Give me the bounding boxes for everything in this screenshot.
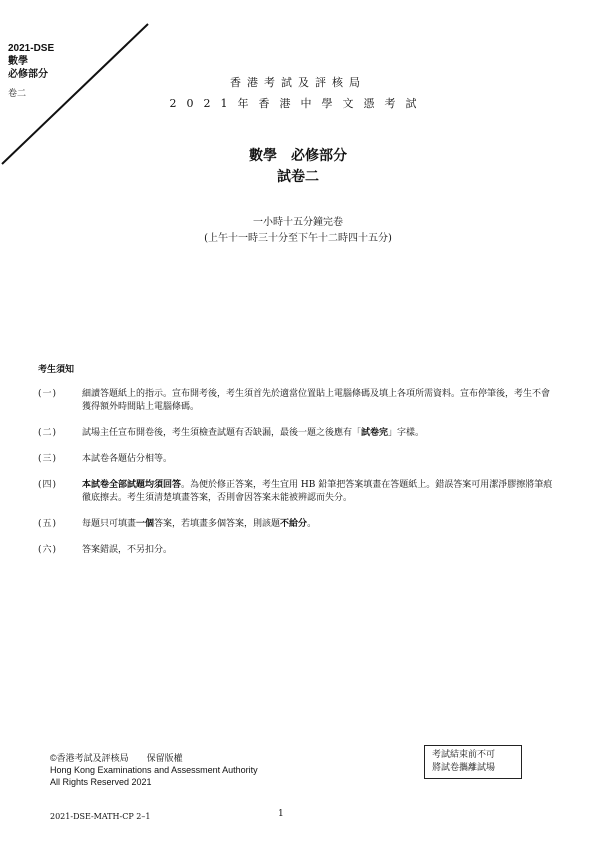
notice-item-number: (一) <box>38 389 58 399</box>
notice-item-text <box>82 388 558 414</box>
notice-item <box>38 388 558 414</box>
notice-item-number: (六) <box>38 545 58 555</box>
notice-item <box>38 518 558 531</box>
part-label: 必修部分 <box>8 69 48 80</box>
notice-item-number: (五) <box>38 519 58 529</box>
notice-item-text <box>82 427 558 440</box>
notice-emphasis: 不給分 <box>280 519 308 529</box>
notice-text-run: 每題只可填畫 <box>82 519 137 529</box>
no-removal-line-1: 考試結束前不可 <box>432 750 496 760</box>
copyright-rights: All Rights Reserved 2021 <box>50 777 152 787</box>
duration-text: 一小時十五分鐘完卷 <box>253 217 343 228</box>
notice-text-run: 答案錯誤，不另扣分。 <box>82 545 173 555</box>
paper-code: 2021-DSE <box>8 43 55 54</box>
notice-item <box>38 544 558 557</box>
exam-name: 2021年香港中學文憑考試 <box>169 97 427 110</box>
notice-item <box>38 427 558 440</box>
copyright-block <box>50 752 258 788</box>
notice-text-run: 。為便於修正答案，考生宜用 HB 鉛筆把答案填畫在答題紙上。錯誤答案可用潔淨膠擦將筆痕徹底擦去。考生須清楚填畫答案，否則會因答案未能被辨認而失分。 <box>82 480 553 503</box>
exam-time-text: (上午十一時三十分至下午十二時四十五分) <box>204 233 392 244</box>
notice-emphasis: 試卷完 <box>361 428 389 438</box>
notice-list <box>38 388 558 570</box>
no-removal-line-2: 將試卷攜離試場 <box>432 763 496 773</box>
notice-item-number: (三) <box>38 454 58 464</box>
notice-item-number: (二) <box>38 428 58 438</box>
notice-item-text <box>82 544 558 557</box>
notice-text-run: 。 <box>307 519 317 529</box>
notice-heading: 考生須知 <box>38 365 75 375</box>
copyright-line-zh: ©香港考試及評核局 保留版權 <box>50 753 183 763</box>
footer-paper-code: 2021-DSE-MATH-CP 2–1 <box>50 812 151 821</box>
notice-emphasis: 本試卷全部試題均須回答 <box>82 480 182 490</box>
no-removal-notice-box <box>424 745 522 779</box>
notice-item <box>38 453 558 466</box>
notice-item-text <box>82 479 558 505</box>
paper-label: 卷二 <box>8 89 27 99</box>
notice-text-run: 細讀答題紙上的指示。宣布開考後，考生須首先於適當位置貼上電腦條碼及填上各項所需資料。宣布停筆後，考生不會獲得額外時間貼上電腦條碼。 <box>82 389 551 412</box>
page-number: 1 <box>278 809 284 819</box>
copyright-line-en: Hong Kong Examinations and Assessment Authority <box>50 765 258 775</box>
notice-text-run: 本試卷各題佔分相等。 <box>82 454 173 464</box>
subject-title: 數學 必修部分 <box>249 148 347 164</box>
notice-emphasis: 一個 <box>136 519 155 529</box>
notice-item-text <box>82 518 558 531</box>
subject-label: 數學 <box>8 56 28 67</box>
notice-item-text <box>82 453 558 466</box>
paper-title: 試卷二 <box>277 169 319 185</box>
notice-text-run: 試場主任宣布開卷後，考生須檢查試題有否缺漏，最後一題之後應有「 <box>82 428 362 438</box>
notice-item-number: (四) <box>38 480 58 490</box>
org-name: 香港考試及評核局 <box>230 76 366 89</box>
notice-text-run: 答案，若填畫多個答案，則該題 <box>154 519 281 529</box>
notice-text-run: 」字樣。 <box>388 428 425 438</box>
notice-item <box>38 479 558 505</box>
